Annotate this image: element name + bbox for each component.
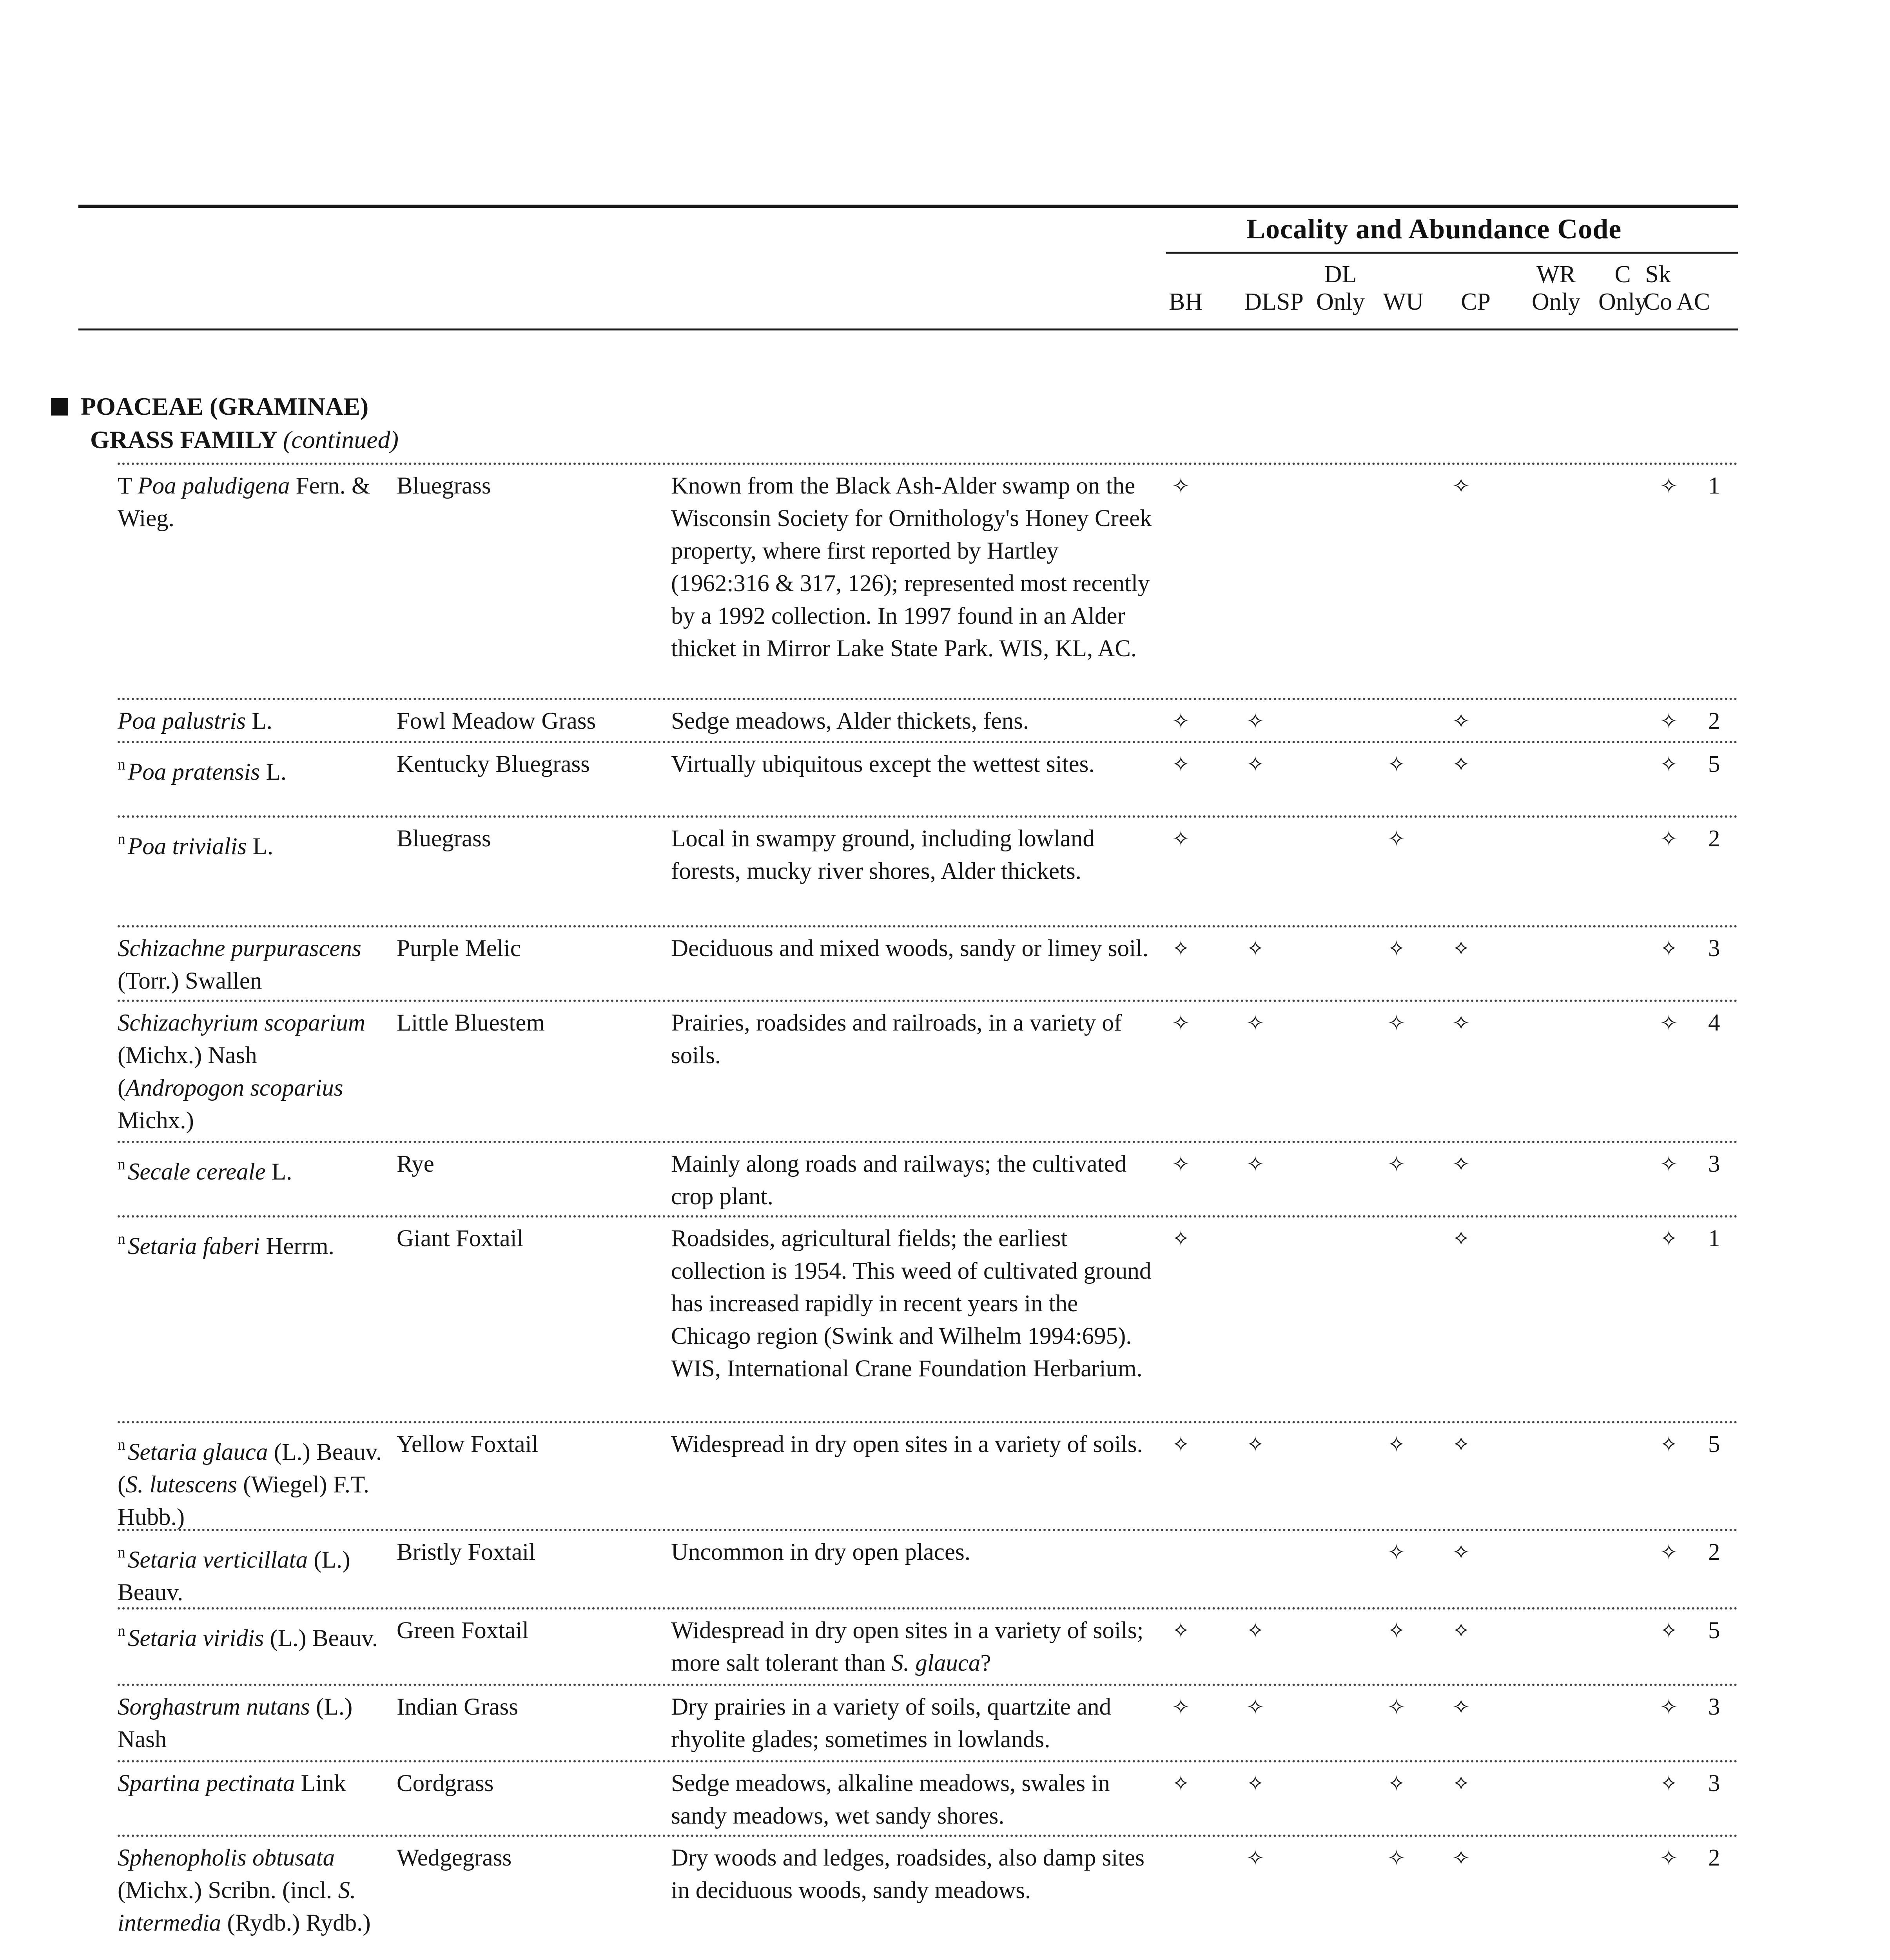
locality-marker-icon: ✧ [1172,752,1190,777]
abundance-code: 3 [1708,1770,1720,1797]
locality-marker-icon: ✧ [1452,1771,1470,1796]
column-header-line: BH [1168,289,1203,315]
table-row [118,1141,1738,1218]
locality-rule [1166,252,1738,254]
column-header-line: C [1614,261,1631,288]
column-header-line: Sk [1645,261,1671,288]
scientific-name [118,1614,384,1655]
scientific-name [118,1222,384,1263]
locality-marker-icon: ✧ [1452,474,1470,498]
locality-marker-icon: ✧ [1660,1846,1678,1870]
locality-marker-icon: ✧ [1660,1011,1678,1035]
scientific-name [118,1148,384,1188]
table-row [118,741,1738,818]
habitat-notes-part: Dry prairies in a variety of soils, quartzite and rhyolite glades; sometimes in lowlands. [671,1694,1112,1753]
habitat-notes-part: Mainly along roads and railways; the cultivated crop plant. [671,1151,1127,1210]
habitat-notes [671,1767,1161,1832]
locality-marker-icon: ✧ [1452,709,1470,733]
scientific-name-part: Setaria glauca [128,1439,268,1465]
scientific-name [118,1767,384,1800]
scientific-name-part: L. [247,833,274,860]
abundance-code: 3 [1708,1694,1720,1720]
habitat-notes-part: Prairies, roadsides and railroads, in a variety of soils. [671,1010,1122,1069]
locality-marker-icon: ✧ [1660,474,1678,498]
habitat-notes [671,1842,1161,1907]
locality-marker-icon: ✧ [1246,709,1264,733]
common-name: Yellow Foxtail [397,1431,539,1457]
habitat-notes [671,1148,1161,1213]
common-name: Purple Melic [397,935,521,962]
table-row [118,925,1738,1002]
locality-marker-icon: ✧ [1388,1011,1406,1035]
column-header-line: CP [1461,289,1491,315]
square-bullet-icon [51,398,68,416]
locality-marker-icon: ✧ [1172,709,1190,733]
locality-marker-icon: ✧ [1246,1432,1264,1457]
scientific-name-part: Poa paludigena [138,473,290,499]
scientific-name [118,705,384,737]
scientific-name-part: S. intermedia [118,1877,356,1936]
habitat-notes-part: Local in swampy ground, including lowland forests, mucky river shores, Alder thickets. [671,826,1095,884]
locality-marker-icon: ✧ [1388,936,1406,961]
scientific-name [118,1007,384,1137]
locality-marker-icon: ✧ [1660,1432,1678,1457]
scientific-name-part: (L.) Beauv. ( [118,1439,382,1498]
locality-marker-icon: ✧ [1452,936,1470,961]
table-row [118,815,1738,927]
scientific-name [118,1428,384,1534]
locality-marker-icon: ✧ [1388,1540,1406,1564]
top-rule [78,205,1738,208]
locality-marker-icon: ✧ [1660,709,1678,733]
habitat-notes-part: Roadsides, agricultural fields; the earliest collection is 1954. This weed of cultivated ground has increased rapidly in recent years in the Chicago region (Swink and Wilhelm 1994:695). WIS, International Crane Foundation Herbarium. [671,1225,1152,1382]
scientific-name-part: (Wiegel) F.T. Hubb.) [118,1472,370,1530]
scientific-name-part: S. lutescens [125,1472,237,1498]
locality-marker-icon: ✧ [1660,1618,1678,1643]
common-name: Bluegrass [397,826,491,852]
scientific-name-part: Schizachne purpurascens [118,935,361,962]
locality-marker-icon: ✧ [1452,1540,1470,1564]
scientific-name-part: Secale cereale [128,1159,266,1185]
habitat-notes-part: Known from the Black Ash-Alder swamp on the Wisconsin Society for Ornithology's Honey Creek property, where first reported by Hartley (1962:316 & 317, 126); represented most recently by a 1992 collection. In 1997 found in an Alder thicket in Mirror Lake State Park. WIS, KL, AC. [671,473,1152,662]
scientific-name-part: Fern. & Wieg. [118,473,370,532]
locality-marker-icon: ✧ [1172,1152,1190,1176]
abundance-code: 2 [1708,708,1720,734]
scientific-name-part: Schizachyrium scoparium [118,1010,365,1036]
common-name: Indian Grass [397,1694,519,1720]
column-header-line [1646,261,1740,288]
column-header [1646,261,1740,316]
locality-marker-icon: ✧ [1388,1618,1406,1643]
habitat-notes [671,1007,1161,1072]
scientific-name [118,470,384,535]
locality-marker-icon: ✧ [1172,826,1190,851]
header-bottom-rule [78,328,1738,330]
column-header-line [1139,261,1233,288]
locality-marker-icon: ✧ [1388,752,1406,777]
habitat-notes-part: ? [980,1650,991,1676]
status-prefix: n [118,1436,125,1453]
scientific-name-part: Sphenopholis obtusata [118,1845,335,1871]
locality-marker-icon: ✧ [1452,752,1470,777]
habitat-notes [671,1536,1161,1568]
family-common-name [90,425,399,454]
scientific-name-part: Setaria verticillata [128,1547,308,1573]
status-prefix: n [118,1622,125,1639]
common-name: Little Bluestem [397,1010,545,1036]
status-prefix: n [118,1155,125,1173]
common-name: Rye [397,1151,434,1177]
locality-marker-icon: ✧ [1452,1618,1470,1643]
locality-marker-icon: ✧ [1660,826,1678,851]
habitat-notes [671,1428,1161,1461]
table-row [118,1760,1738,1837]
status-prefix: T [118,473,132,499]
habitat-notes-part: Widespread in dry open sites in a variety of soils. [671,1431,1143,1457]
column-header-line: WR [1536,261,1576,288]
abundance-code: 2 [1708,826,1720,852]
locality-marker-icon: ✧ [1452,1152,1470,1176]
habitat-notes [671,705,1161,737]
scientific-name-part: Poa pratensis [128,759,260,785]
abundance-code: 1 [1708,473,1720,499]
habitat-notes-part: Deciduous and mixed woods, sandy or limey soil. [671,935,1149,962]
scientific-name [118,932,384,997]
table-row [118,463,1738,700]
abundance-code: 5 [1708,1617,1720,1644]
common-name: Wedgegrass [397,1845,512,1871]
locality-marker-icon: ✧ [1388,1152,1406,1176]
scientific-name-part: Andropogon scoparius [125,1075,343,1101]
column-header-line: WU [1383,289,1424,315]
locality-marker-icon: ✧ [1172,1618,1190,1643]
locality-title: Locality and Abundance Code [1246,213,1622,245]
status-prefix: n [118,830,125,848]
locality-marker-icon: ✧ [1246,1152,1264,1176]
locality-marker-icon: ✧ [1172,1432,1190,1457]
scientific-name [118,1536,384,1609]
common-name: Giant Foxtail [397,1225,524,1252]
family-name [51,392,368,421]
common-name: Cordgrass [397,1770,494,1797]
table-row [118,1607,1738,1686]
scientific-name-part: (Torr.) Swallen [118,968,262,994]
locality-marker-icon: ✧ [1172,936,1190,961]
habitat-notes [671,932,1161,965]
scientific-name-part: Michx.) [118,1107,194,1134]
locality-marker-icon: ✧ [1246,1618,1264,1643]
locality-marker-icon: ✧ [1452,1011,1470,1035]
scientific-name-part: Sorghastrum nutans [118,1694,310,1720]
scientific-name-part: (Michx.) Scribn. (incl. [118,1877,338,1904]
column-header-line: Only [1532,289,1580,315]
family-name-text: POACEAE (GRAMINAE) [81,392,369,420]
habitat-notes [671,470,1161,665]
scientific-name [118,1691,384,1756]
locality-marker-icon: ✧ [1172,1011,1190,1035]
scientific-name-part: (L.) Beauv. [118,1547,350,1606]
column-header-line: DL [1324,261,1357,288]
habitat-notes [671,1222,1161,1385]
column-header-line: DLSP [1244,289,1304,315]
locality-marker-icon: ✧ [1246,1011,1264,1035]
locality-marker-icon: ✧ [1246,936,1264,961]
table-row [118,1684,1738,1762]
scientific-name [118,748,384,788]
scientific-name-part: (Rydb.) Rydb.) [221,1910,371,1936]
locality-marker-icon: ✧ [1452,1226,1470,1251]
abundance-code: 3 [1708,1151,1720,1177]
habitat-notes [671,822,1161,887]
locality-marker-icon: ✧ [1246,752,1264,777]
locality-marker-icon: ✧ [1660,1152,1678,1176]
scientific-name-part: Poa palustris [118,708,246,734]
habitat-notes-part: Sedge meadows, alkaline meadows, swales in sandy meadows, wet sandy shores. [671,1770,1110,1829]
abundance-code: 3 [1708,935,1720,962]
habitat-notes [671,1614,1161,1679]
column-header [1139,261,1233,316]
table-row [118,1529,1738,1610]
locality-marker-icon: ✧ [1172,474,1190,498]
locality-marker-icon: ✧ [1246,1846,1264,1870]
abundance-code: 2 [1708,1845,1720,1871]
scientific-name-part: Poa trivialis [128,833,247,860]
locality-marker-icon: ✧ [1660,1771,1678,1796]
scientific-name-part: Link [295,1770,346,1797]
common-name: Fowl Meadow Grass [397,708,596,734]
locality-marker-icon: ✧ [1388,1695,1406,1719]
locality-marker-icon: ✧ [1388,1846,1406,1870]
scientific-name [118,1842,384,1939]
column-header-line: Only [1316,289,1365,315]
locality-marker-icon: ✧ [1388,1432,1406,1457]
habitat-notes [671,748,1161,780]
status-prefix: n [118,1230,125,1247]
locality-marker-icon: ✧ [1660,936,1678,961]
column-header-line [1429,261,1523,288]
habitat-notes [671,1691,1161,1756]
locality-marker-icon: ✧ [1246,1695,1264,1719]
table-row [118,1215,1738,1423]
locality-marker-icon: ✧ [1660,1540,1678,1564]
abundance-code: 5 [1708,751,1720,777]
scientific-name-part: (L.) Beauv. [264,1625,378,1651]
locality-marker-icon: ✧ [1388,1771,1406,1796]
locality-marker-icon: ✧ [1452,1432,1470,1457]
table-row [118,1000,1738,1143]
locality-marker-icon: ✧ [1172,1771,1190,1796]
status-prefix: n [118,755,125,773]
common-name: Bristly Foxtail [397,1539,536,1565]
locality-marker-icon: ✧ [1660,752,1678,777]
scientific-name-part: Herrm. [260,1233,334,1259]
column-header [1429,261,1523,316]
habitat-notes-part: Dry woods and ledges, roadsides, also damp sites in deciduous woods, sandy meadows. [671,1845,1145,1904]
family-continued-text: (continued) [283,426,399,454]
locality-marker-icon: ✧ [1660,1226,1678,1251]
habitat-notes-part: Virtually ubiquitous except the wettest sites. [671,751,1095,777]
scientific-name-part: Spartina pectinata [118,1770,295,1797]
abundance-code: 1 [1708,1225,1720,1252]
scientific-name-part: Setaria viridis [128,1625,264,1651]
column-header-line: Co [1643,289,1672,315]
abundance-code: 2 [1708,1539,1720,1565]
scientific-name-part: L. [246,708,272,734]
table-row [118,698,1738,743]
locality-marker-icon: ✧ [1452,1846,1470,1870]
scientific-name-part: (L.) Nash [118,1694,353,1753]
family-common-text: GRASS FAMILY [90,426,277,454]
locality-marker-icon: ✧ [1388,826,1406,851]
habitat-notes-part: Widespread in dry open sites in a variety of soils; more salt tolerant than [671,1617,1144,1676]
table-row [118,1421,1738,1531]
status-prefix: n [118,1543,125,1561]
locality-marker-icon: ✧ [1172,1695,1190,1719]
abundance-code: 5 [1708,1431,1720,1457]
locality-marker-icon: ✧ [1172,1226,1190,1251]
table-row [118,1835,1738,1960]
abundance-code: 4 [1708,1010,1720,1036]
locality-marker-icon: ✧ [1246,1771,1264,1796]
scientific-name [118,822,384,863]
column-header-line: Only [1598,289,1647,315]
column-header-line: AC [1676,289,1710,315]
common-name: Kentucky Bluegrass [397,751,590,777]
common-name: Bluegrass [397,473,491,499]
scientific-name-part: L. [265,1159,292,1185]
locality-marker-icon: ✧ [1452,1695,1470,1719]
scientific-name-part: (Michx.) Nash ( [118,1042,257,1101]
scientific-name-part: L. [260,759,287,785]
habitat-notes-part: S. glauca [891,1650,981,1676]
scientific-name-part: Setaria faberi [128,1233,260,1259]
habitat-notes-part: Sedge meadows, Alder thickets, fens. [671,708,1029,734]
locality-marker-icon: ✧ [1660,1695,1678,1719]
habitat-notes-part: Uncommon in dry open places. [671,1539,971,1565]
common-name: Green Foxtail [397,1617,529,1644]
